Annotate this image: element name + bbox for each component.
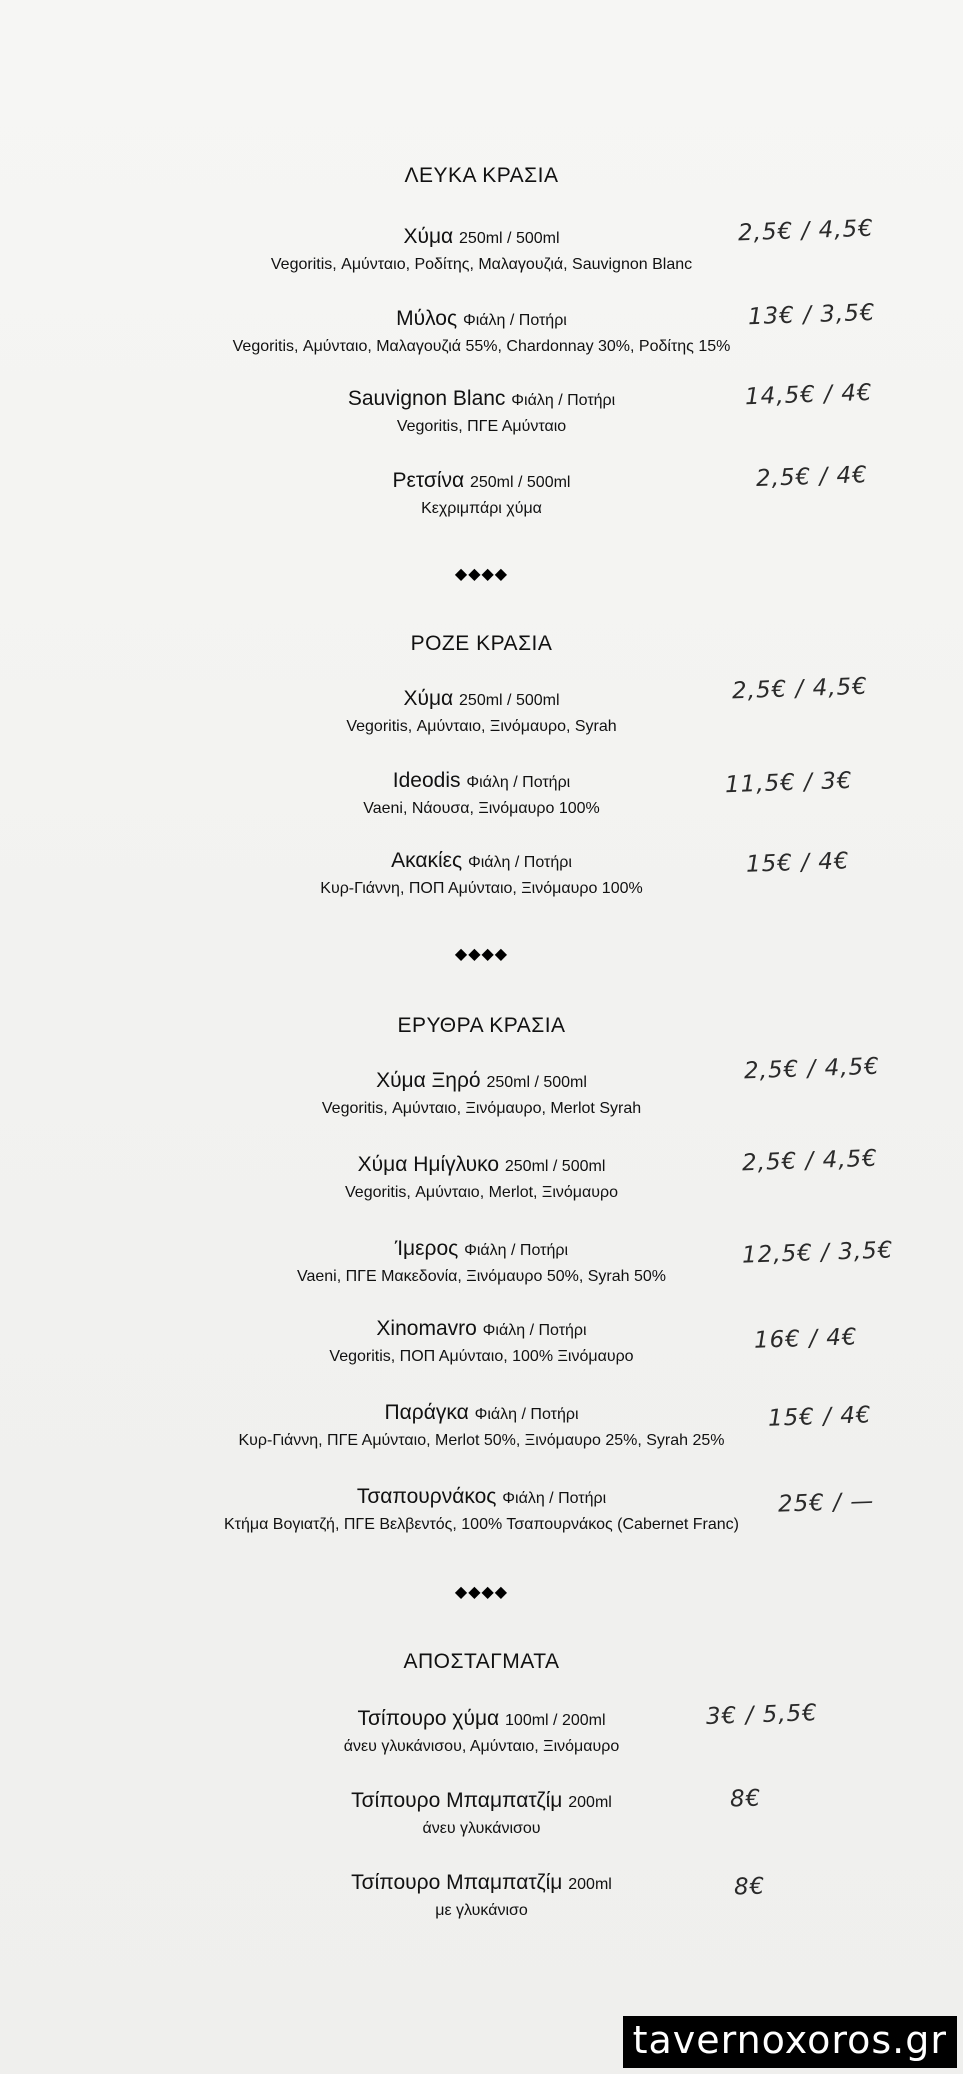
item-price: 3€ / 5,5€ [705,1700,819,1730]
item-price: 2,5€ / 4,5€ [737,215,875,247]
item-price: 2,5€ / 4,5€ [743,1053,881,1085]
item-name: Xinomavro [376,1317,477,1340]
item-description: Κυρ-Γιάννη, ΠΟΠ Αμύνταιο, Ξινόμαυρο 100% [320,880,643,897]
item-description: Vegoritis, Αμύνταιο, Ξινόμαυρο, Syrah [346,718,617,735]
item-unit: Φιάλη / Ποτήρι [467,854,572,871]
item-price: 15€ / 4€ [745,848,850,878]
item-unit: 250ml / 500ml [469,474,571,491]
section-divider: ◆◆◆◆ [454,1584,509,1601]
menu-item [0,1870,963,1922]
item-description: Vegoritis, Αμύνταιο, Μαλαγουζιά 55%, Chardonnay 30%, Ροδίτης 15% [232,338,731,355]
item-description: Vegoritis, Αμύνταιο, Ροδίτης, Μαλαγουζιά, Sauvignon Blanc [270,256,693,273]
item-name: Χύμα [403,687,454,710]
item-unit: Φιάλη / Ποτήρι [502,1490,607,1507]
item-price: 15€ / 4€ [767,1402,872,1432]
item-name: Τσίπουρο Μπαμπατζίμ [351,1789,563,1812]
item-name: Χύμα Ξηρό [376,1069,481,1092]
item-description: Κυρ-Γιάννη, ΠΓΕ Αμύνταιο, Merlot 50%, Ξινόμαυρο 25%, Syrah 25% [238,1432,725,1449]
item-unit: Φιάλη / Ποτήρι [462,312,567,329]
item-price: 2,5€ / 4,5€ [741,1145,879,1177]
item-price: 8€ [733,1873,766,1901]
section-title-red-wines: ΕΡΥΘΡΑ ΚΡΑΣΙΑ [397,1014,566,1037]
item-unit: 100ml / 200ml [505,1712,606,1729]
item-name: Τσαπουρνάκος [356,1485,497,1508]
item-price: 13€ / 3,5€ [747,299,876,331]
item-description: Vegoritis, Αμύνταιο, Ξινόμαυρο, Merlot Syrah [321,1100,642,1117]
item-unit: 200ml [568,1794,612,1811]
item-name: Μύλος [396,307,458,330]
item-price: 12,5€ / 3,5€ [741,1237,894,1269]
menu-item [0,1706,963,1758]
item-price: 14,5€ / 4€ [744,379,873,411]
item-description: Vegoritis, ΠΓΕ Αμύνταιο [396,418,567,435]
item-name: Ρετσίνα [392,469,465,492]
item-unit: Φιάλη / Ποτήρι [464,1242,569,1259]
item-unit: 200ml [568,1876,612,1893]
item-unit: Φιάλη / Ποτήρι [474,1406,579,1423]
item-price: 11,5€ / 3€ [724,767,853,799]
item-unit: Φιάλη / Ποτήρι [482,1322,587,1339]
item-price: 16€ / 4€ [753,1324,858,1354]
item-name: Τσίπουρο Μπαμπατζίμ [351,1871,563,1894]
item-price: 8€ [729,1785,762,1813]
item-unit: 250ml / 500ml [459,230,560,247]
item-name: Παράγκα [384,1401,469,1424]
item-price: 2,5€ / 4,5€ [731,673,869,705]
menu-item [0,1788,963,1840]
item-description: άνευ γλυκάνισου [422,1820,541,1837]
item-price: 2,5€ / 4€ [755,462,869,492]
item-unit: Φιάλη / Ποτήρι [511,392,616,409]
item-description: Vegoritis, Αμύνταιο, Merlot, Ξινόμαυρο [345,1184,618,1201]
item-unit: 250ml / 500ml [486,1074,587,1091]
item-description: με γλυκάνισο [435,1902,528,1919]
section-divider: ◆◆◆◆ [454,566,509,583]
section-divider: ◆◆◆◆ [454,946,509,963]
item-unit: Φιάλη / Ποτήρι [466,774,571,791]
section-title-spirits: ΑΠΟΣΤΑΓΜΑΤΑ [403,1650,560,1673]
item-name: Ίμερος [394,1237,459,1260]
section-title-white-wines: ΛΕΥΚΑ ΚΡΑΣΙΑ [404,164,559,187]
item-unit: 250ml / 500ml [504,1158,606,1175]
item-unit: 250ml / 500ml [459,692,560,709]
item-name: Τσίπουρο χύμα [357,1707,500,1730]
item-description: Κεχριμπάρι χύμα [421,500,542,517]
item-description: Vaeni, Νάουσα, Ξινόμαυρο 100% [363,800,600,817]
item-description: Vaeni, ΠΓΕ Μακεδονία, Ξινόμαυρο 50%, Syrah 50% [296,1268,666,1285]
item-name: Ακακίες [391,849,463,872]
item-price: 25€ / — [777,1488,875,1518]
item-description: άνευ γλυκάνισου, Αμύνταιο, Ξινόμαυρο [343,1738,620,1755]
item-description: Vegoritis, ΠΟΠ Αμύνταιο, 100% Ξινόμαυρο [329,1348,634,1365]
item-description: Κτήμα Βογιατζή, ΠΓΕ Βελβεντός, 100% Τσαπουρνάκος (Cabernet Franc) [224,1516,739,1533]
item-name: Χύμα [403,225,454,248]
item-name: Ideodis [392,769,461,792]
section-title-rose-wines: ΡΟΖΕ ΚΡΑΣΙΑ [410,632,553,655]
item-name: Sauvignon Blanc [347,387,506,410]
site-watermark: tavernoxoros.gr [623,2016,957,2068]
item-name: Χύμα Ημίγλυκο [357,1153,500,1176]
